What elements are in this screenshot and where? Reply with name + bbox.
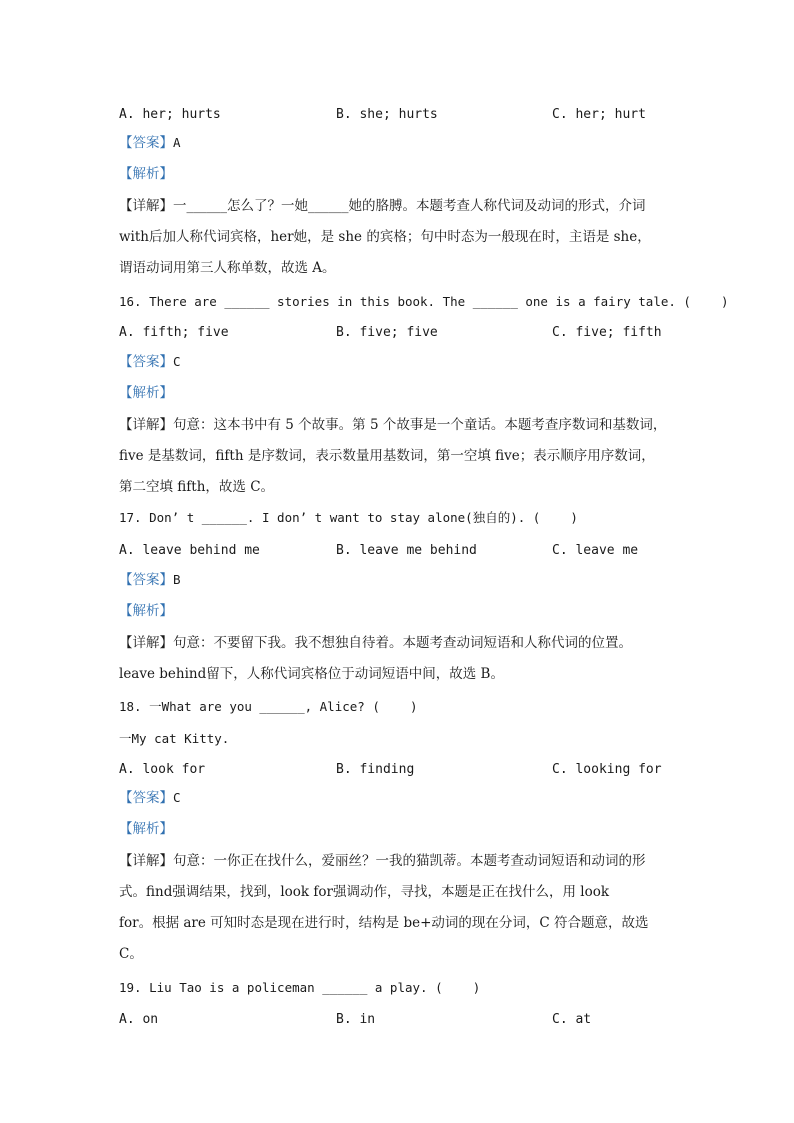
q18-answer-row	[119, 789, 181, 807]
answer-label: 【答案】	[119, 354, 173, 370]
q17-detail-line-1	[119, 634, 632, 652]
q18-question: 18. 一What are you ______, Alice? ( )	[119, 699, 418, 714]
detail-text: 句意：这本书中有 5 个故事。第 5 个故事是一个童话。本题考查序数词和基数词，	[173, 417, 667, 433]
q18-detail-line-3: for。根据 are 可知时态是现在进行时，结构是 be+动词的现在分词，C 符合题意，故选	[119, 915, 649, 931]
q16-answer: C	[173, 354, 181, 369]
detail-label: 【详解】	[119, 198, 173, 214]
detail-text: 句意：不要留下我。我不想独自待着。本题考查动词短语和人称代词的位置。	[173, 635, 632, 651]
q15-detail-line-1	[119, 197, 646, 215]
q17-option-c: C. leave me	[552, 543, 639, 558]
q18-detail-line-2: 式。find强调结果，找到，look for强调动作，寻找，本题是正在找什么，用 look	[119, 884, 610, 900]
answer-label: 【答案】	[119, 790, 173, 806]
q18-detail-line-4: C。	[119, 946, 143, 962]
q16-detail-line-3: 第二空填 fifth，故选 C。	[119, 479, 275, 495]
q16-option-a: A. fifth; five	[119, 325, 229, 340]
q18-question-line-2: 一My cat Kitty.	[119, 731, 230, 746]
q15-answer: A	[173, 135, 181, 150]
answer-label: 【答案】	[119, 135, 173, 151]
q16-option-b: B. five; five	[336, 325, 438, 340]
q16-detail-line-1	[119, 416, 666, 434]
q17-analysis-label: 【解析】	[119, 603, 173, 619]
q15-option-c: C. her; hurt	[552, 107, 646, 122]
q19-option-b: B. in	[336, 1012, 376, 1027]
answer-label: 【答案】	[119, 572, 173, 588]
q18-option-b: B. finding	[336, 762, 415, 777]
q15-detail-line-3: 谓语动词用第三人称单数，故选 A。	[119, 260, 336, 276]
q18-option-c: C. looking for	[552, 762, 662, 777]
q15-detail-line-2: with后加人称代词宾格，her她，是 she 的宾格；句中时态为一般现在时，主语是 she，	[119, 229, 651, 245]
q16-option-c: C. five; fifth	[552, 325, 662, 340]
detail-label: 【详解】	[119, 635, 173, 651]
q15-answer-row	[119, 134, 181, 152]
q18-analysis-label: 【解析】	[119, 821, 173, 837]
q18-detail-line-1	[119, 852, 646, 870]
q19-question: 19. Liu Tao is a policeman ______ a play. ( )	[119, 980, 481, 995]
q17-answer: B	[173, 572, 181, 587]
q19-option-c: C. at	[552, 1012, 592, 1027]
q16-analysis-label: 【解析】	[119, 385, 173, 401]
detail-text: 一______怎么了？一她______她的胳膊。本题考查人称代词及动词的形式，介词	[173, 198, 646, 214]
q17-option-a: A. leave behind me	[119, 543, 260, 558]
detail-label: 【详解】	[119, 417, 173, 433]
q17-detail-line-2: leave behind留下，人称代词宾格位于动词短语中间，故选 B。	[119, 666, 504, 682]
q15-option-a: A. her; hurts	[119, 107, 221, 122]
detail-label: 【详解】	[119, 853, 173, 869]
q17-option-b: B. leave me behind	[336, 543, 477, 558]
q15-analysis-label: 【解析】	[119, 166, 173, 182]
q17-answer-row	[119, 571, 181, 589]
q18-answer: C	[173, 790, 181, 805]
q19-option-a: A. on	[119, 1012, 159, 1027]
q15-option-b: B. she; hurts	[336, 107, 438, 122]
detail-text: 句意：一你正在找什么，爱丽丝？一我的猫凯蒂。本题考查动词短语和动词的形	[173, 853, 646, 869]
q18-option-a: A. look for	[119, 762, 206, 777]
q16-answer-row	[119, 353, 181, 371]
q16-question: 16. There are ______ stories in this book. The ______ one is a fairy tale. ( )	[119, 294, 729, 309]
q16-detail-line-2: five 是基数词，fifth 是序数词，表示数量用基数词，第一空填 five；表示顺序用序数词，	[119, 448, 655, 464]
q17-question: 17. Don’ t ______. I don’ t want to stay alone(独自的). ( )	[119, 510, 578, 525]
